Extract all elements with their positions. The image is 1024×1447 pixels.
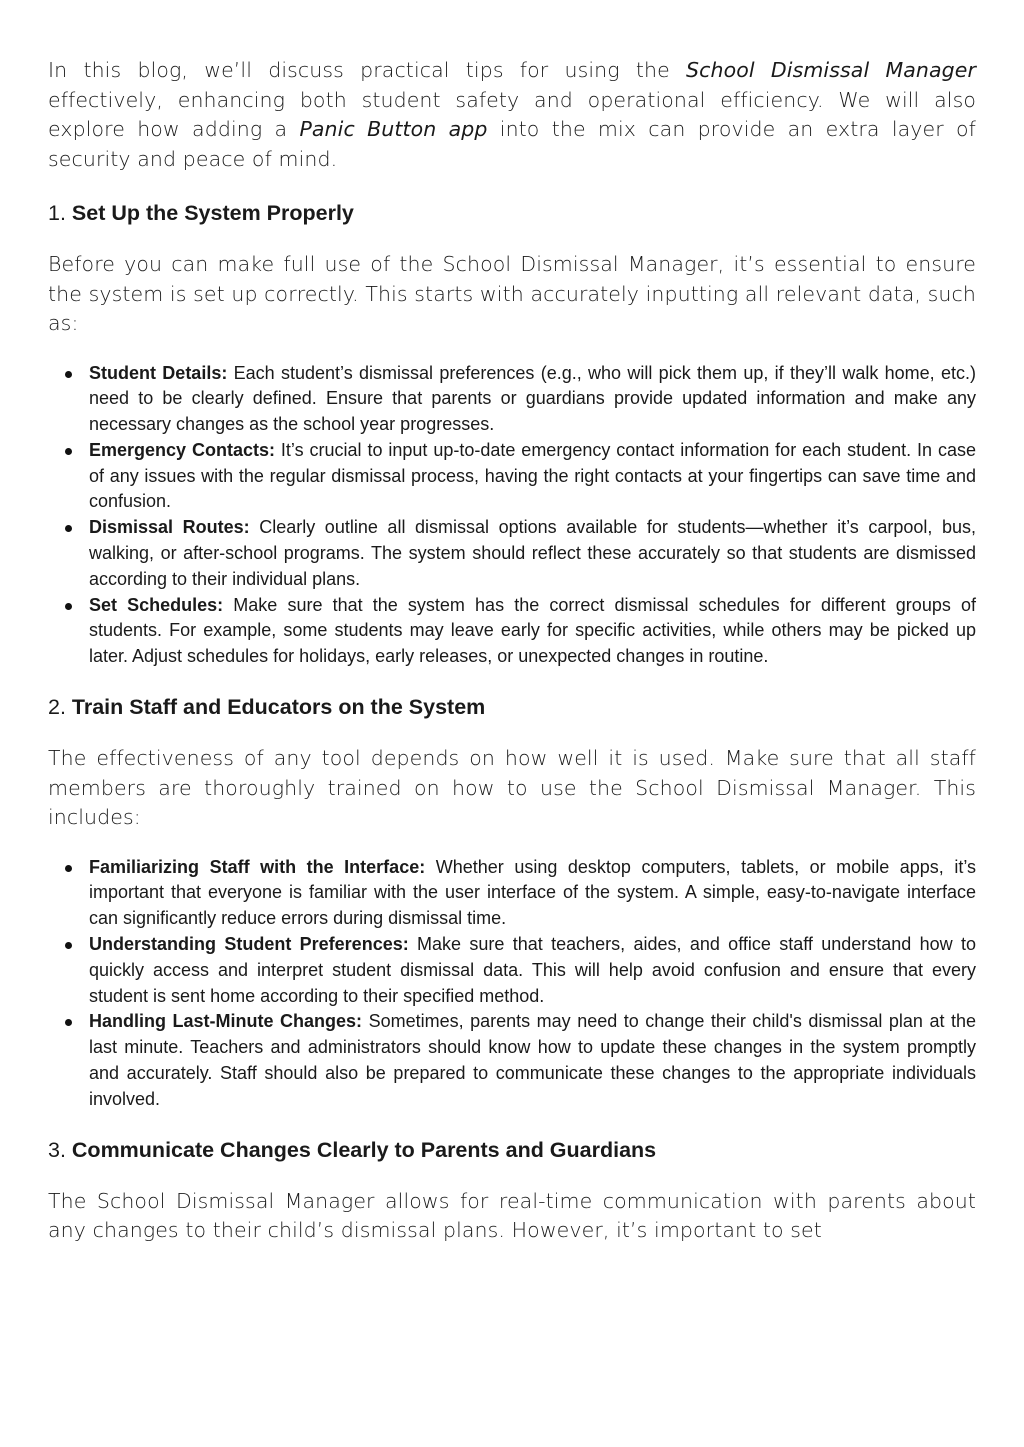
list-item [48, 855, 976, 932]
bullet-list-2 [48, 855, 976, 1113]
bullet-icon [65, 525, 72, 532]
list-item-term: Familiarizing Staff with the Interface: [89, 856, 426, 877]
intro-text-2: effectively, enhancing both student safety and operational efficiency. We will also explore how adding a [48, 87, 976, 141]
list-item-text: Clearly outline all dismissal options available for students—whether it’s carpool, bus, walking, or after-school programs. The system should reflect these accurately so that students are dismissed according to their individual plans. [89, 517, 976, 589]
list-item-text: Make sure that the system has the correct dismissal schedules for different groups of students. For example, some students may leave early for specific activities, while others may be picked up later. Adjust schedules for holidays, early releases, or unexpected changes in routine. [89, 594, 976, 667]
list-item-term: Student Details: [89, 362, 228, 383]
section-title: Set Up the System Properly [71, 201, 354, 225]
section-title: Train Staff and Educators on the System [71, 695, 486, 720]
intro-paragraph [48, 56, 976, 174]
list-item-text: Make sure that teachers, aides, and office staff understand how to quickly access and interpret student dismissal data. This will help avoid confusion and ensure that every student is sent home according to their specified method. [89, 933, 976, 1006]
list-item [48, 361, 976, 438]
section-heading-3 [48, 1135, 976, 1165]
list-item-term: Handling Last-Minute Changes: [89, 1011, 363, 1032]
list-item [48, 515, 976, 592]
list-item-term: Emergency Contacts: [89, 439, 275, 460]
intro-emphasis-product: School Dismissal Manager [686, 58, 977, 82]
list-item-text: Each student’s dismissal preferences (e.g., who will pick them up, if they’ll walk home, etc.) need to be clearly defined. Ensure that parents or guardians provide updated information and make any necessary changes as the school year progresses. [89, 362, 976, 435]
list-item [48, 438, 976, 515]
bullet-icon [65, 865, 72, 872]
section-heading-1 [48, 198, 976, 228]
intro-text-3: into the mix can provide an extra layer of security and peace of mind. [48, 117, 976, 171]
section-number: 2. [48, 695, 72, 720]
list-item-term: Dismissal Routes: [89, 517, 250, 538]
bullet-list-1 [48, 361, 976, 671]
list-item-term: Set Schedules: [89, 594, 224, 615]
list-item-text: Whether using desktop computers, tablets, or mobile apps, it’s important that everyone is familiar with the user interface of the system. A simple, easy-to-navigate interface can significantly reduce errors during dismissal time. [89, 856, 977, 929]
intro-text-1: In this blog, we’ll discuss practical tips for using the [48, 58, 687, 82]
list-item-text: Sometimes, parents may need to change their child's dismissal plan at the last minute. Teachers and administrators should know how to update these changes in the system promptly and accurately. Staff should also be prepared to communicate these changes to the appropriate individuals involved. [89, 1011, 977, 1109]
section-paragraph-3: The School Dismissal Manager allows for real-time communication with parents about any changes to their child’s dismissal plans. However, it’s important to set [48, 1188, 976, 1243]
section-number: 3. [48, 1137, 72, 1162]
bullet-icon [65, 448, 72, 455]
section-paragraph-2: The effectiveness of any tool depends on how well it is used. Make sure that all staff members are thoroughly trained on how to use the School Dismissal Manager. This includes: [48, 746, 976, 830]
list-item-text: It’s crucial to input up-to-date emergency contact information for each student. In case of any issues with the regular dismissal process, having the right contacts at your fingertips can save time and confusion. [89, 439, 976, 512]
list-item-term: Understanding Student Preferences: [89, 933, 409, 954]
list-item [48, 1009, 976, 1112]
bullet-icon [65, 371, 72, 378]
section-heading-2 [48, 692, 976, 722]
article-body [48, 56, 976, 1246]
list-item [48, 593, 976, 670]
section-paragraph-1: Before you can make full use of the School Dismissal Manager, it’s essential to ensure the system is set up correctly. This starts with accurately inputting all relevant data, such as: [48, 252, 976, 335]
bullet-icon [65, 603, 72, 610]
section-title: Communicate Changes Clearly to Parents and Guardians [71, 1137, 657, 1162]
intro-emphasis-panic-app: Panic Button app [299, 117, 488, 141]
bullet-icon [65, 1019, 72, 1026]
section-number: 1. [48, 201, 72, 225]
bullet-icon [65, 942, 72, 949]
list-item [48, 932, 976, 1009]
